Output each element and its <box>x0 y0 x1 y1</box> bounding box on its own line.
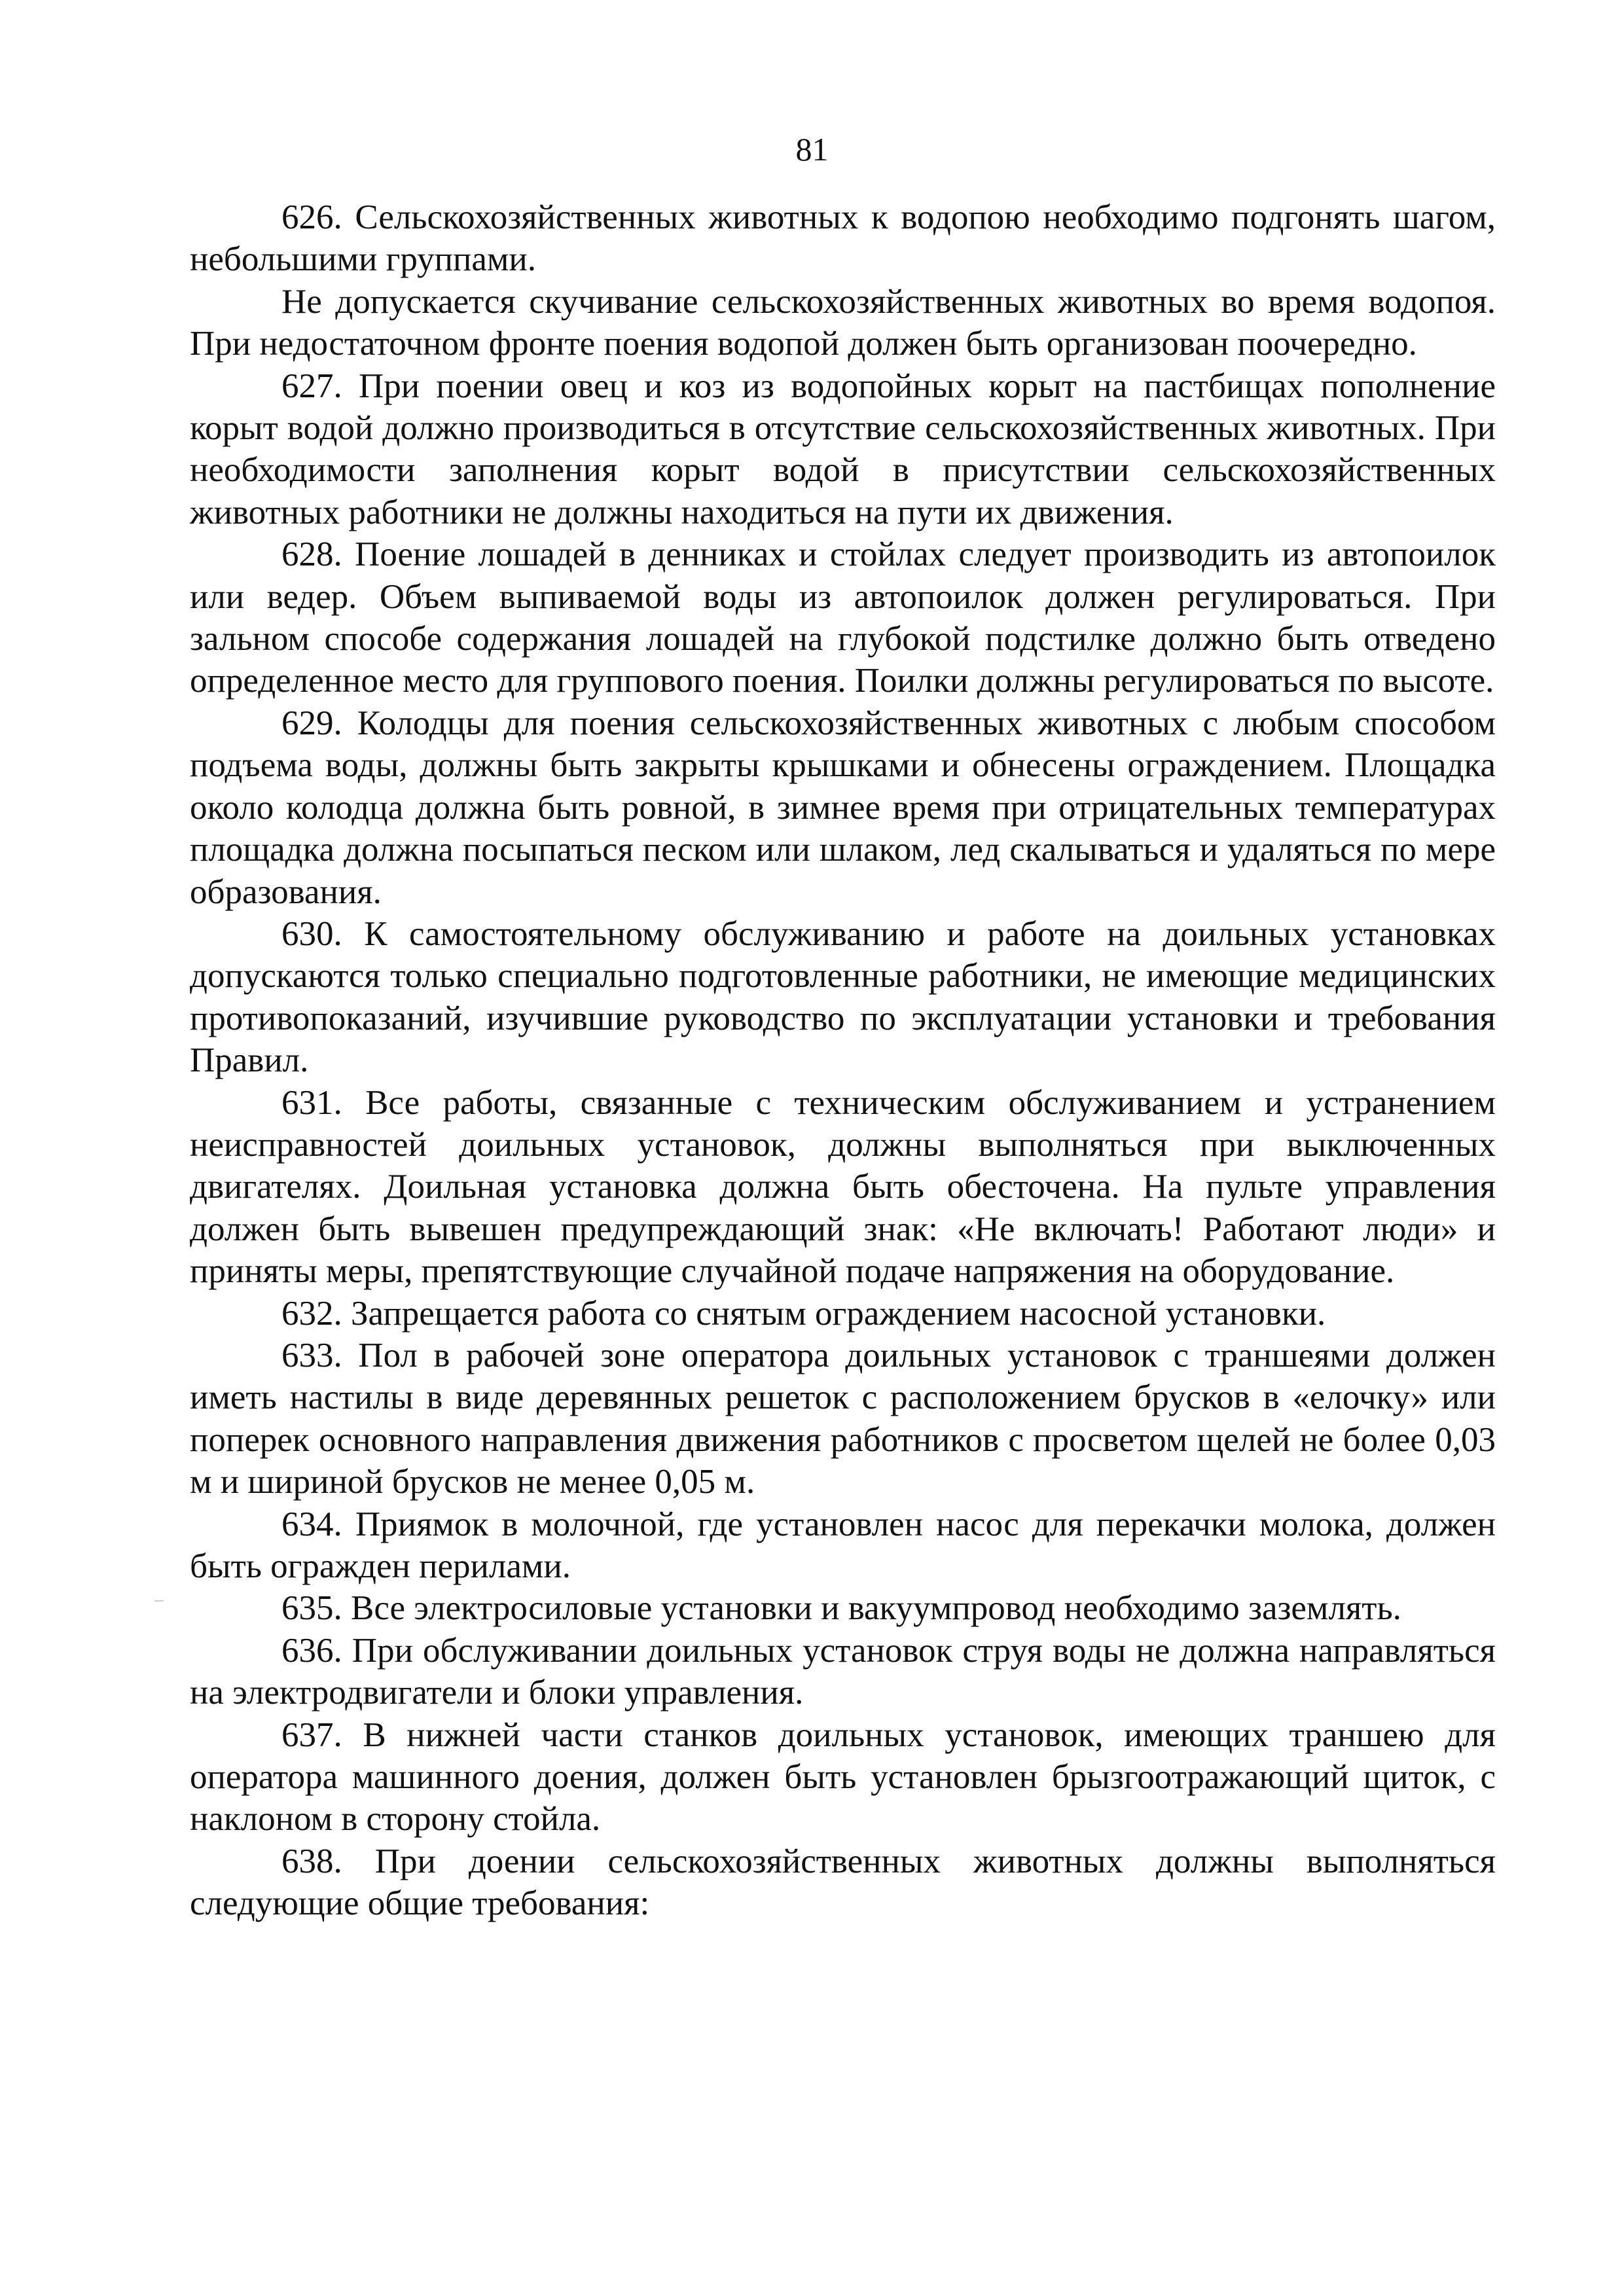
paragraph-630: 630. К самостоятельному обслуживанию и работе на доильных установках допускаются только специально подготовленные работники, не имеющие медицинских противопоказаний, изучившие руководство по эксплуатации установки и требования Правил. <box>190 914 1496 1080</box>
paragraph-629: 629. Колодцы для поения сельскохозяйственных животных с любым способом подъема воды, должны быть закрыты крышками и обнесены ограждением. Площадка около колодца должна быть ровной, в зимнее время при отрицательных температурах площадка должна посыпаться песком или шлаком, лед скалываться и удаляться по мере образования. <box>190 704 1496 911</box>
scan-margin-mark <box>154 1600 164 1602</box>
paragraph-633: 633. Пол в рабочей зоне оператора доильных установок с траншеями должен иметь настилы в виде деревянных решеток с расположением брусков в «елочку» или поперек основного направления движения работников с просветом щелей не более 0,03 м и шириной брусков не менее 0,05 м. <box>190 1336 1496 1501</box>
paragraph-632: 632. Запрещается работа со снятым ограждением насосной установки. <box>281 1294 1326 1333</box>
paragraph-636: 636. При обслуживании доильных установок струя воды не должна направляться на электродвигатели и блоки управления. <box>190 1631 1496 1712</box>
paragraph-634: 634. Приямок в молочной, где установлен насос для перекачки молока, должен быть огражден перилами. <box>190 1505 1496 1585</box>
paragraph-638: 638. При доении сельскохозяйственных животных должны выполняться следующие общие требования: <box>190 1842 1496 1923</box>
paragraph-631: 631. Все работы, связанные с техническим обслуживанием и устранением неисправностей доильных установок, должны выполняться при выключенных двигателях. Доильная установка должна быть обесточена. На пульте управления должен быть вывешен предупреждающий знак: «Не включать! Работают люди» и приняты меры, препятствующие случайной подаче напряжения на оборудование. <box>190 1083 1496 1291</box>
paragraph-637: 637. В нижней части станков доильных установок, имеющих траншею для оператора машинного доения, должен быть установлен брызгоотражающий щиток, с наклоном в сторону стойла. <box>190 1715 1496 1839</box>
paragraph-628: 628. Поение лошадей в денниках и стойлах следует производить из автопоилок или ведер. Объем выпиваемой воды из автопоилок должен регулироваться. При зальном способе содержания лошадей на глубокой подстилке должно быть отведено определенное место для группового поения. Поилки должны регулироваться по высоте. <box>190 535 1496 700</box>
paragraph-626-cont: Не допускается скучивание сельскохозяйственных животных во время водопоя. При недостаточном фронте поения водопой должен быть организован поочередно. <box>190 282 1496 363</box>
paragraph-635: 635. Все электросиловые установки и вакуумпровод необходимо заземлять. <box>281 1589 1401 1628</box>
document-body <box>190 196 1496 1925</box>
page-number: 81 <box>795 131 829 168</box>
paragraph-626: 626. Сельскохозяйственных животных к водопою необходимо подгонять шагом, небольшими группами. <box>190 198 1496 279</box>
paragraph-627: 627. При поении овец и коз из водопойных корыт на пастбищах пополнение корыт водой должно производиться в отсутствие сельскохозяйственных животных. При необходимости заполнения корыт водой в присутствии сельскохозяйственных животных работники не должны находиться на пути их движения. <box>190 367 1496 531</box>
